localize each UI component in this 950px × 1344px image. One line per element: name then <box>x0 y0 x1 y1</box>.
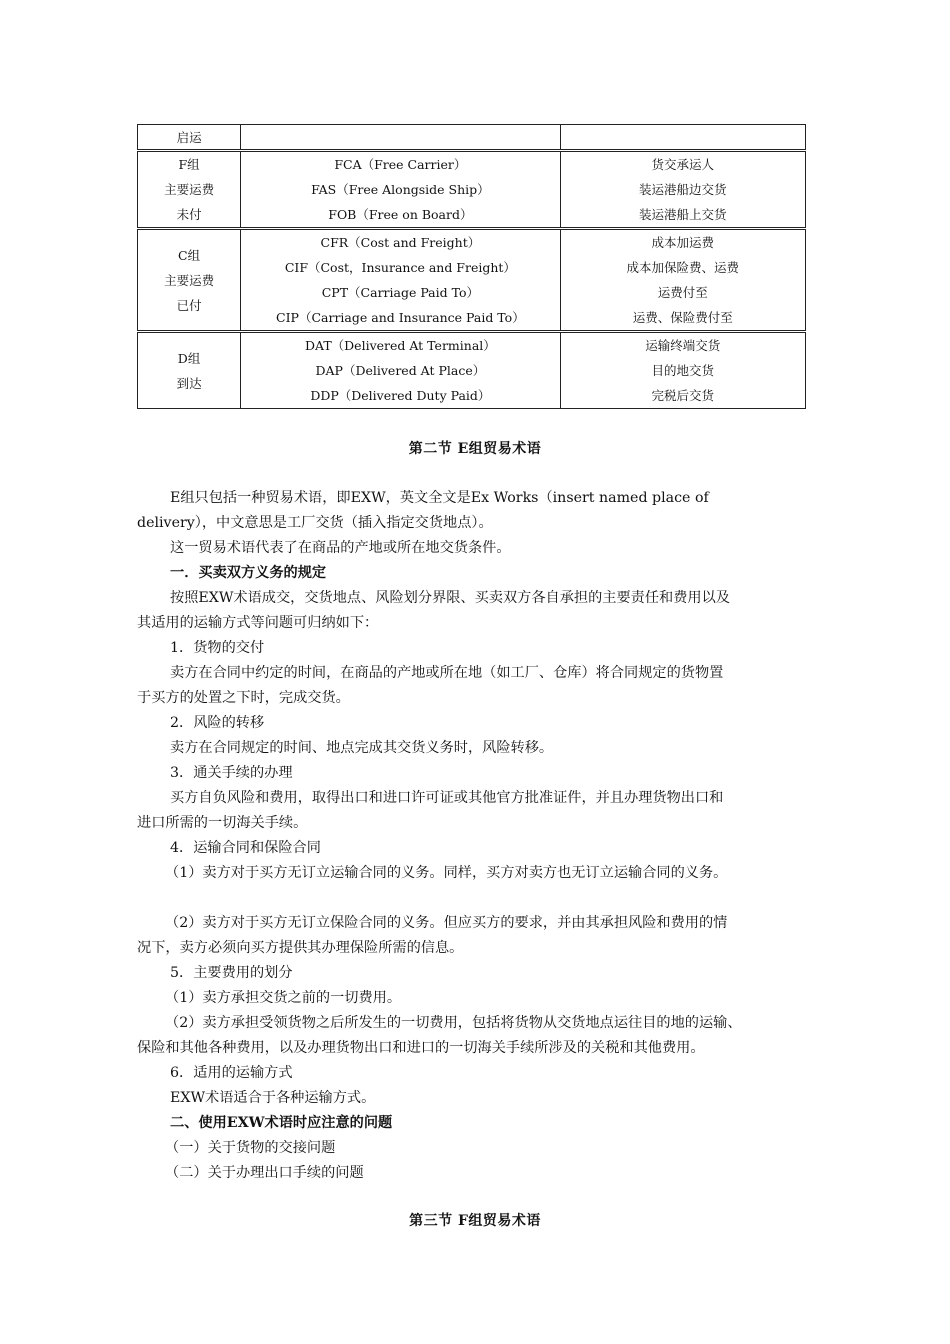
chinese-cell <box>560 332 805 409</box>
section-2-body <box>137 486 837 1186</box>
term-chinese: 完税后交货 <box>651 388 715 403</box>
terms-cell <box>241 229 560 332</box>
paragraph-line: （1）卖方对于买方无订立运输合同的义务。同样，买方对卖方也无订立运输合同的义务。 <box>165 865 728 881</box>
group-cell <box>138 151 241 229</box>
paragraph-line: 进口所需的一切海关手续。 <box>137 815 308 831</box>
list-heading: 4．运输合同和保险合同 <box>170 840 321 856</box>
term-english: CFR（Cost and Freight） <box>320 235 481 250</box>
table-row-c-group <box>138 229 806 332</box>
subheading: 二、使用EXW术语时应注意的问题 <box>170 1115 393 1131</box>
list-heading: 2．风险的转移 <box>170 715 265 731</box>
term-english: CPT（Carriage Paid To） <box>321 285 480 300</box>
paragraph-line: EXW术语适合于各种运输方式。 <box>170 1090 376 1106</box>
group-cell <box>138 332 241 409</box>
header-cell-departure: 启运 <box>138 125 241 151</box>
term-chinese: 运费付至 <box>657 285 708 300</box>
group-label: F组 <box>178 157 200 172</box>
term-english: FCA（Free Carrier） <box>334 157 467 172</box>
paragraph-line: 保险和其他各种费用，以及办理货物出口和进口的一切海关手续所涉及的关税和其他费用。 <box>137 1040 705 1056</box>
paragraph-line: 于买方的处置之下时，完成交货。 <box>137 690 350 706</box>
header-cell-chinese <box>560 125 805 151</box>
term-chinese: 装运港船边交货 <box>639 182 727 197</box>
list-heading: 1．货物的交付 <box>170 640 265 656</box>
group-label: 到达 <box>176 375 202 391</box>
table-row-f-group <box>138 151 806 229</box>
paragraph-line: 这一贸易术语代表了在商品的产地或所在地交货条件。 <box>170 540 511 556</box>
subheading: 一．买卖双方义务的规定 <box>170 565 327 581</box>
header-cell-terms <box>241 125 560 151</box>
term-english: FAS（Free Alongside Ship） <box>311 182 490 197</box>
paragraph-line: （二）关于办理出口手续的问题 <box>165 1165 364 1181</box>
term-chinese: 装运港船上交货 <box>639 207 727 222</box>
paragraph-line: （1）卖方承担交货之前的一切费用。 <box>165 990 402 1006</box>
section-2-title: 第二节 E组贸易术语 <box>408 441 542 457</box>
group-label: 主要运费 <box>164 182 215 197</box>
trade-terms-table <box>137 124 806 409</box>
paragraph-line: 卖方在合同中约定的时间，在商品的产地或所在地（如工厂、仓库）将合同规定的货物置 <box>170 665 724 681</box>
terms-cell <box>241 151 560 229</box>
paragraph-line: 买方自负风险和费用，取得出口和进口许可证或其他官方批准证件，并且办理货物出口和 <box>170 790 724 806</box>
term-chinese: 目的地交货 <box>651 363 715 378</box>
paragraph-line: 况下，卖方必须向买方提供其办理保险所需的信息。 <box>137 940 464 956</box>
chinese-cell <box>560 229 805 332</box>
group-label: 主要运费 <box>164 272 215 288</box>
paragraph-line: （一）关于货物的交接问题 <box>165 1140 336 1156</box>
term-english: DAT（Delivered At Terminal） <box>304 338 496 353</box>
paragraph-line: （2）卖方承担受领货物之后所发生的一切费用，包括将货物从交货地点运往目的地的运输、 <box>165 1015 742 1031</box>
term-chinese: 货交承运人 <box>651 157 715 172</box>
term-chinese: 成本加保险费、运费 <box>626 260 740 275</box>
term-english: FOB（Free on Board） <box>328 207 473 222</box>
term-chinese: 成本加运费 <box>651 235 715 250</box>
group-cell <box>138 229 241 332</box>
table-header-row <box>138 125 806 151</box>
paragraph-line: 按照EXW术语成交，交货地点、风险划分界限、买卖双方各自承担的主要责任和费用以及 <box>170 590 730 606</box>
section-3-title: 第三节 F组贸易术语 <box>409 1213 541 1229</box>
term-english: DAP（Delivered At Place） <box>315 363 486 378</box>
list-heading: 5．主要费用的划分 <box>170 965 293 981</box>
paragraph-line: E组只包括一种贸易术语，即EXW，英文全文是Ex Works（insert named place of <box>170 490 709 506</box>
group-label: D组 <box>177 350 201 366</box>
term-english: DDP（Delivered Duty Paid） <box>310 388 491 403</box>
paragraph-line: 卖方在合同规定的时间、地点完成其交货义务时，风险转移。 <box>170 740 554 756</box>
term-english: CIF（Cost，Insurance and Freight） <box>284 260 516 275</box>
paragraph-line: （2）卖方对于买方无订立保险合同的义务。但应买方的要求，并由其承担风险和费用的情 <box>165 915 728 931</box>
paragraph-line: delivery），中文意思是工厂交货（插入指定交货地点）。 <box>137 515 493 531</box>
list-heading: 6．适用的运输方式 <box>170 1065 293 1081</box>
group-label: 已付 <box>176 297 202 313</box>
chinese-cell <box>560 151 805 229</box>
term-chinese: 运费、保险费付至 <box>632 310 733 325</box>
group-label: 未付 <box>176 207 202 222</box>
term-english: CIP（Carriage and Insurance Paid To） <box>276 310 525 325</box>
terms-cell <box>241 332 560 409</box>
table-row-d-group <box>138 332 806 409</box>
paragraph-line: 其适用的运输方式等问题可归纳如下： <box>137 615 379 631</box>
term-chinese: 运输终端交货 <box>645 338 721 353</box>
group-label: C组 <box>178 247 201 263</box>
list-heading: 3．通关手续的办理 <box>170 765 293 781</box>
